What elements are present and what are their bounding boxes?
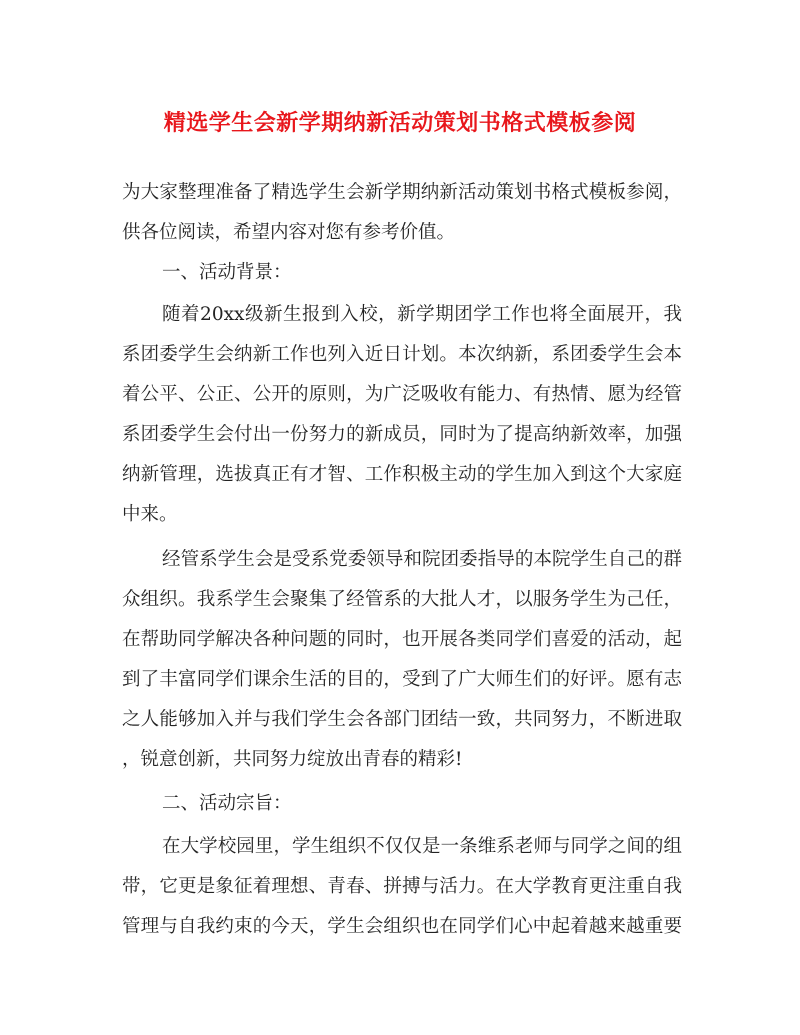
paragraph-line: 之人能够加入并与我们学生会各部门团结一致，共同努力，不断进取 [122, 709, 682, 730]
paragraph-line: 系团委学生会纳新工作也列入近日计划。本次纳新，系团委学生会本 [122, 344, 682, 365]
paragraph-line: 到了丰富同学们课余生活的目的，受到了广大师生们的好评。愿有志 [122, 669, 682, 690]
document-title: 精选学生会新学期纳新活动策划书格式模板参阅 [163, 111, 637, 136]
paragraph-line: 系团委学生会付出一份努力的新成员，同时为了提高纳新效率，加强 [122, 424, 682, 445]
paragraph-line: 为大家整理准备了精选学生会新学期纳新活动策划书格式模板参阅， [122, 182, 682, 203]
paragraph-line: ，锐意创新，共同努力绽放出青春的精彩! [122, 749, 463, 770]
paragraph-line: 随着20xx级新生报到入校，新学期团学工作也将全面展开，我 [162, 304, 682, 325]
paragraph-line: 纳新管理，选拔真正有才智、工作积极主动的学生加入到这个大家庭 [122, 464, 682, 485]
paragraph-line: 中来。 [122, 504, 178, 525]
paragraph-line: 带，它更是象征着理想、青春、拼搏与活力。在大学教育更注重自我 [122, 876, 682, 897]
section-heading: 一、活动背景： [162, 262, 292, 283]
paragraph-line: 供各位阅读，希望内容对您有参考价值。 [122, 222, 456, 243]
paragraph-line: 管理与自我约束的今天，学生会组织也在同学们心中起着越来越重要 [122, 916, 682, 937]
paragraph-line: 经管系学生会是受系党委领导和院团委指导的本院学生自己的群 [162, 549, 682, 570]
paragraph-line: 在大学校园里，学生组织不仅仅是一条维系老师与同学之间的组 [162, 836, 682, 857]
paragraph-line: 众组织。我系学生会聚集了经管系的大批人才，以服务学生为己任， [122, 589, 682, 610]
paragraph-line: 着公平、公正、公开的原则，为广泛吸收有能力、有热情、愿为经管 [122, 384, 682, 405]
paragraph-line: 在帮助同学解决各种问题的同时，也开展各类同学们喜爱的活动，起 [122, 629, 682, 650]
section-heading: 二、活动宗旨： [162, 793, 292, 814]
